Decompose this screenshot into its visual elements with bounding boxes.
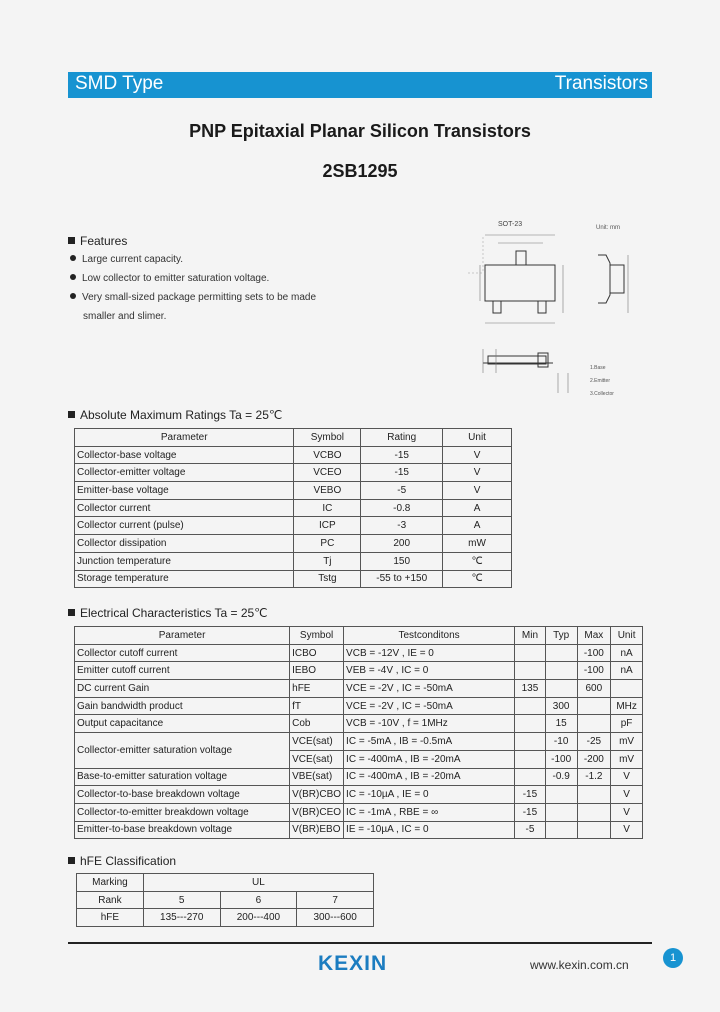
table-cell bbox=[515, 733, 546, 751]
banner-left-label: SMD Type bbox=[75, 73, 164, 94]
bullet-icon bbox=[70, 274, 76, 280]
table-cell: Cob bbox=[290, 715, 344, 733]
table-cell: -100 bbox=[577, 662, 611, 680]
pin-label: 1.Base bbox=[590, 365, 606, 371]
abs-max-table bbox=[74, 428, 512, 588]
section-square-icon bbox=[68, 609, 75, 616]
table-cell: 6 bbox=[220, 891, 297, 909]
table-cell: nA bbox=[611, 644, 643, 662]
table-cell: A bbox=[443, 499, 512, 517]
table-cell: V bbox=[611, 786, 643, 804]
table-cell: Symbol bbox=[290, 627, 344, 645]
col-header: Unit bbox=[443, 429, 512, 447]
table-cell: ℃ bbox=[443, 570, 512, 588]
table-cell: VCE(sat) bbox=[290, 733, 344, 751]
table-cell: IC = -10µA , IE = 0 bbox=[344, 786, 515, 804]
table-cell: fT bbox=[290, 697, 344, 715]
table-row bbox=[75, 570, 512, 588]
table-cell: Parameter bbox=[75, 627, 290, 645]
table-cell: VCBO bbox=[294, 446, 361, 464]
table-cell: VEBO bbox=[294, 482, 361, 500]
table-cell: -0.9 bbox=[545, 768, 577, 786]
table-cell: 200---400 bbox=[220, 909, 297, 927]
table-cell: -55 to +150 bbox=[361, 570, 443, 588]
table-cell: 300---600 bbox=[297, 909, 374, 927]
col-header: Symbol bbox=[294, 429, 361, 447]
table-cell: VCB = -12V , IE = 0 bbox=[344, 644, 515, 662]
table-cell bbox=[515, 715, 546, 733]
table-cell: V(BR)CEO bbox=[290, 803, 344, 821]
section-square-icon bbox=[68, 237, 75, 244]
table-cell: 200 bbox=[361, 535, 443, 553]
col-header: Rating bbox=[361, 429, 443, 447]
table-cell: Emitter-to-base breakdown voltage bbox=[75, 821, 290, 839]
bullet-icon bbox=[70, 293, 76, 299]
table-row bbox=[75, 733, 643, 751]
table-cell: Tj bbox=[294, 552, 361, 570]
table-cell: IEBO bbox=[290, 662, 344, 680]
table-cell: -25 bbox=[577, 733, 611, 751]
table-cell bbox=[515, 644, 546, 662]
table-cell: mW bbox=[443, 535, 512, 553]
table-cell: V bbox=[611, 821, 643, 839]
section-square-icon bbox=[68, 411, 75, 418]
table-cell: -1.2 bbox=[577, 768, 611, 786]
table-cell: Collector-emitter voltage bbox=[75, 464, 294, 482]
table-cell bbox=[577, 821, 611, 839]
table-cell bbox=[545, 786, 577, 804]
table-cell bbox=[611, 680, 643, 698]
table-cell: -5 bbox=[361, 482, 443, 500]
table-cell bbox=[545, 662, 577, 680]
table-cell: Gain bandwidth product bbox=[75, 697, 290, 715]
table-cell: mV bbox=[611, 750, 643, 768]
table-cell: Typ bbox=[545, 627, 577, 645]
table-cell: Min bbox=[515, 627, 546, 645]
table-row bbox=[77, 891, 374, 909]
hfe-heading: hFE Classification bbox=[68, 854, 176, 868]
package-outline-diagram bbox=[468, 213, 648, 403]
table-cell: ICP bbox=[294, 517, 361, 535]
table-cell: -0.8 bbox=[361, 499, 443, 517]
table-row bbox=[75, 499, 512, 517]
table-cell bbox=[577, 786, 611, 804]
table-cell: nA bbox=[611, 662, 643, 680]
table-cell bbox=[515, 662, 546, 680]
table-cell: IC = -400mA , IB = -20mA bbox=[344, 768, 515, 786]
table-cell: V bbox=[611, 768, 643, 786]
table-cell: Max bbox=[577, 627, 611, 645]
table-cell: Marking bbox=[77, 874, 144, 892]
table-cell: -100 bbox=[577, 644, 611, 662]
table-cell: -15 bbox=[361, 464, 443, 482]
table-row bbox=[75, 552, 512, 570]
table-row bbox=[75, 446, 512, 464]
table-cell: A bbox=[443, 517, 512, 535]
table-cell: Collector-base voltage bbox=[75, 446, 294, 464]
package-name: SOT-23 bbox=[498, 221, 523, 228]
table-cell: DC current Gain bbox=[75, 680, 290, 698]
table-row bbox=[75, 821, 643, 839]
table-row bbox=[77, 909, 374, 927]
feature-item-continuation: smaller and slimer. bbox=[83, 311, 167, 322]
elec-table bbox=[74, 626, 643, 839]
website-link[interactable]: www.kexin.com.cn bbox=[530, 958, 629, 972]
table-cell: VCE(sat) bbox=[290, 750, 344, 768]
table-cell: Tstg bbox=[294, 570, 361, 588]
table-cell bbox=[577, 715, 611, 733]
table-cell: Collector dissipation bbox=[75, 535, 294, 553]
page-title: PNP Epitaxial Planar Silicon Transistors bbox=[189, 121, 531, 141]
table-cell: -200 bbox=[577, 750, 611, 768]
table-cell: IC = -1mA , RBE = ∞ bbox=[344, 803, 515, 821]
kexin-logo: KEXIN bbox=[318, 952, 388, 975]
table-cell: 135 bbox=[515, 680, 546, 698]
table-cell: V(BR)CBO bbox=[290, 786, 344, 804]
table-cell: IE = -10µA , IC = 0 bbox=[344, 821, 515, 839]
table-cell: Collector-to-base breakdown voltage bbox=[75, 786, 290, 804]
table-row bbox=[75, 464, 512, 482]
elec-heading: Electrical Characteristics Ta = 25℃ bbox=[68, 606, 268, 620]
table-cell: ℃ bbox=[443, 552, 512, 570]
table-cell: Collector cutoff current bbox=[75, 644, 290, 662]
pin-label: 3.Collector bbox=[590, 391, 614, 397]
feature-item: Very small-sized package permitting sets to be made bbox=[70, 292, 316, 303]
table-cell: IC = -5mA , IB = -0.5mA bbox=[344, 733, 515, 751]
table-cell: VCEO bbox=[294, 464, 361, 482]
table-cell bbox=[577, 697, 611, 715]
table-cell: Rank bbox=[77, 891, 144, 909]
footer-divider bbox=[68, 942, 652, 944]
table-cell: 300 bbox=[545, 697, 577, 715]
feature-item: Large current capacity. bbox=[70, 254, 183, 265]
table-cell: V bbox=[443, 464, 512, 482]
table-row bbox=[77, 874, 374, 892]
table-cell: V bbox=[611, 803, 643, 821]
table-cell: 15 bbox=[545, 715, 577, 733]
table-cell bbox=[545, 644, 577, 662]
banner-right-label: Transistors bbox=[554, 73, 648, 94]
page-number: 1 bbox=[663, 948, 683, 968]
table-cell: Emitter cutoff current bbox=[75, 662, 290, 680]
abs-max-heading: Absolute Maximum Ratings Ta = 25℃ bbox=[68, 408, 282, 422]
table-cell: PC bbox=[294, 535, 361, 553]
table-cell: 150 bbox=[361, 552, 443, 570]
features-heading: Features bbox=[68, 234, 127, 248]
table-cell: Collector current bbox=[75, 499, 294, 517]
table-cell: IC bbox=[294, 499, 361, 517]
table-cell bbox=[545, 680, 577, 698]
table-row bbox=[75, 697, 643, 715]
table-cell: V bbox=[443, 446, 512, 464]
table-cell: -3 bbox=[361, 517, 443, 535]
table-cell: IC = -400mA , IB = -20mA bbox=[344, 750, 515, 768]
table-cell: V bbox=[443, 482, 512, 500]
table-cell: -10 bbox=[545, 733, 577, 751]
table-cell: pF bbox=[611, 715, 643, 733]
table-row bbox=[75, 535, 512, 553]
table-cell: MHz bbox=[611, 697, 643, 715]
table-cell bbox=[577, 803, 611, 821]
table-cell: Testconditons bbox=[344, 627, 515, 645]
header-banner bbox=[68, 72, 652, 98]
unit-label: Unit: mm bbox=[596, 225, 620, 231]
feature-item: Low collector to emitter saturation voltage. bbox=[70, 273, 269, 284]
table-cell: Collector current (pulse) bbox=[75, 517, 294, 535]
table-cell: V(BR)EBO bbox=[290, 821, 344, 839]
table-cell: 5 bbox=[143, 891, 220, 909]
table-cell bbox=[515, 750, 546, 768]
table-cell bbox=[545, 821, 577, 839]
table-cell: Output capacitance bbox=[75, 715, 290, 733]
table-cell bbox=[515, 768, 546, 786]
table-cell: VCB = -10V , f = 1MHz bbox=[344, 715, 515, 733]
section-square-icon bbox=[68, 857, 75, 864]
table-row bbox=[75, 803, 643, 821]
table-cell: -100 bbox=[545, 750, 577, 768]
bullet-icon bbox=[70, 255, 76, 261]
table-cell: ICBO bbox=[290, 644, 344, 662]
table-cell: Emitter-base voltage bbox=[75, 482, 294, 500]
table-cell: mV bbox=[611, 733, 643, 751]
table-cell: hFE bbox=[290, 680, 344, 698]
part-number: 2SB1295 bbox=[322, 161, 398, 181]
table-cell: Base-to-emitter saturation voltage bbox=[75, 768, 290, 786]
table-cell: VEB = -4V , IC = 0 bbox=[344, 662, 515, 680]
table-cell: 600 bbox=[577, 680, 611, 698]
table-cell: 135---270 bbox=[143, 909, 220, 927]
table-row bbox=[75, 768, 643, 786]
table-cell: Storage temperature bbox=[75, 570, 294, 588]
table-cell: UL bbox=[143, 874, 373, 892]
col-header: Parameter bbox=[75, 429, 294, 447]
table-cell: -15 bbox=[361, 446, 443, 464]
table-cell bbox=[515, 697, 546, 715]
hfe-table bbox=[76, 873, 374, 927]
table-cell: VBE(sat) bbox=[290, 768, 344, 786]
table-row bbox=[75, 644, 643, 662]
table-cell: VCE = -2V , IC = -50mA bbox=[344, 680, 515, 698]
table-cell: Unit bbox=[611, 627, 643, 645]
table-header-row bbox=[75, 429, 512, 447]
table-row bbox=[75, 680, 643, 698]
table-cell: Collector-emitter saturation voltage bbox=[75, 733, 290, 768]
table-cell: VCE = -2V , IC = -50mA bbox=[344, 697, 515, 715]
table-row bbox=[75, 786, 643, 804]
table-cell: -15 bbox=[515, 786, 546, 804]
table-header-row bbox=[75, 627, 643, 645]
table-cell bbox=[545, 803, 577, 821]
table-row bbox=[75, 482, 512, 500]
table-row bbox=[75, 662, 643, 680]
table-cell: Collector-to-emitter breakdown voltage bbox=[75, 803, 290, 821]
table-cell: -15 bbox=[515, 803, 546, 821]
table-row bbox=[75, 517, 512, 535]
table-row bbox=[75, 715, 643, 733]
table-cell: -5 bbox=[515, 821, 546, 839]
table-cell: hFE bbox=[77, 909, 144, 927]
table-cell: Junction temperature bbox=[75, 552, 294, 570]
table-cell: 7 bbox=[297, 891, 374, 909]
pin-label: 2.Emitter bbox=[590, 378, 611, 384]
